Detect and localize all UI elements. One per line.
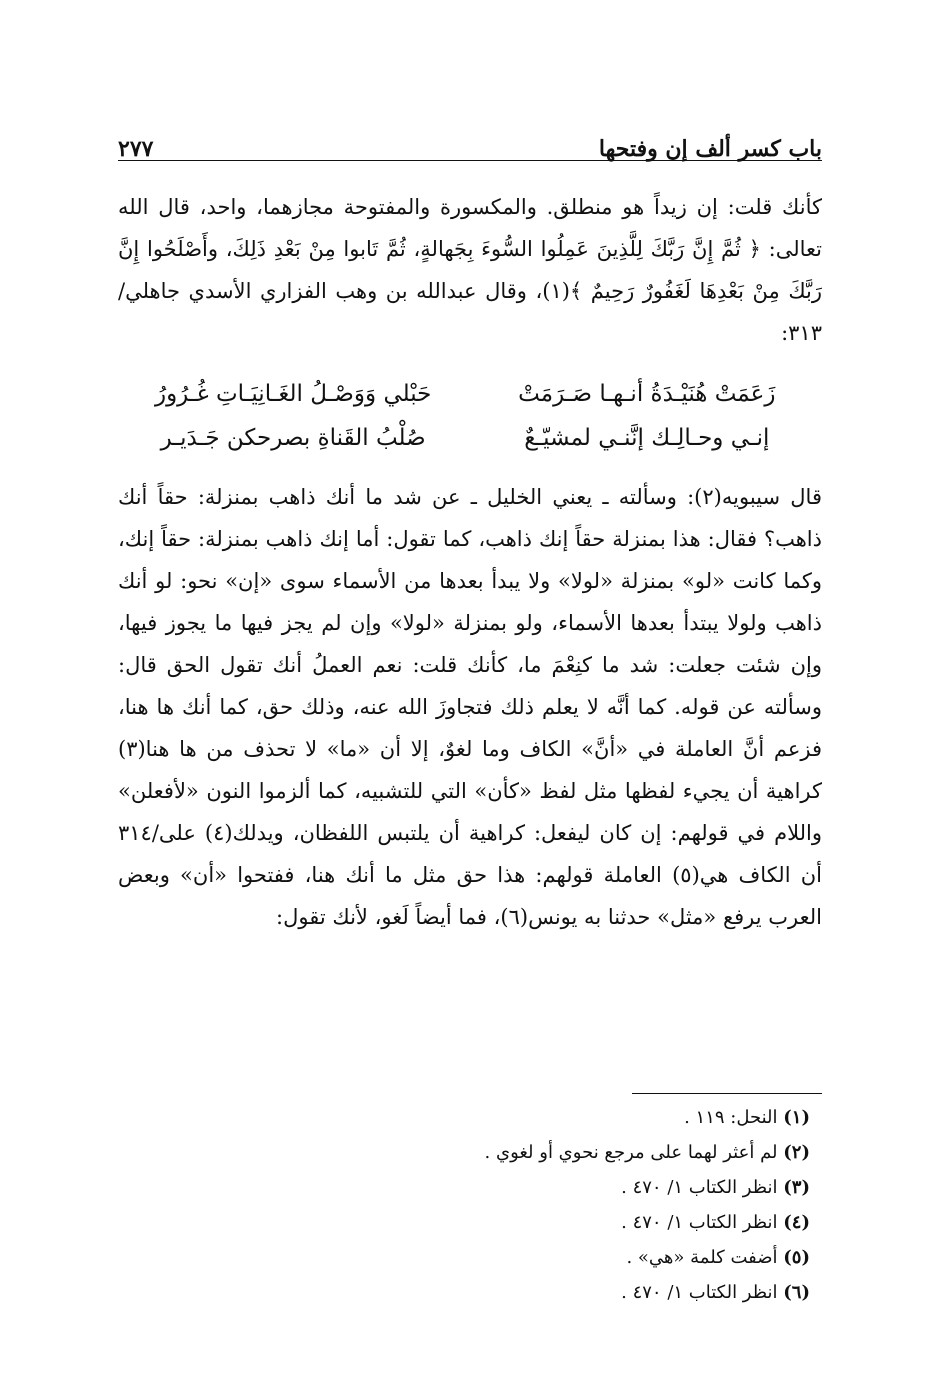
footnotes — [118, 1100, 810, 1310]
footnote-1-text: النحل: ١١٩ . — [684, 1107, 778, 1128]
paragraph-1-text: كأنك قلت: إن زيداً هو منطلق. والمكسورة والمفتوحة مجازهما، واحد، قال الله تعالى: ﴿ ثُمَّ إِنَّ رَبَّكَ لِلَّذِينَ عَمِلُوا السُّوءَ بِجَهالةٍ، ثُمَّ تَابوا مِنْ بَعْدِ ذَلِكَ، وأَصْلَحُوا إِنَّ رَبَّكَ مِنْ بَعْدِهَا لَغَفُورٌ رَحِيمٌ ﴾(١)، وقال عبدالله بن وهب الفزاري الأسدي جاهلي/٣١٣: — [118, 195, 823, 345]
footnote-4-text: انظر الكتاب ١/ ٤٧٠ . — [621, 1212, 778, 1233]
footnote-5 — [118, 1240, 810, 1275]
poem-line-2-second-hemistich: صُلْبُ القَناةِ بصرحكن جَـدَيـر — [160, 425, 426, 451]
footnote-3-text: انظر الكتاب ١/ ٤٧٠ . — [621, 1177, 778, 1198]
footnote-6-text: انظر الكتاب ١/ ٤٧٠ . — [621, 1282, 778, 1303]
footnote-6 — [118, 1275, 810, 1310]
footnote-1 — [118, 1100, 810, 1135]
footnote-5-text: أضفت كلمة «هي» . — [626, 1247, 778, 1268]
footnote-rule — [632, 1093, 822, 1094]
footnote-3 — [118, 1170, 810, 1205]
footnote-6-number: (٦) — [783, 1282, 810, 1303]
paragraph-1 — [118, 186, 822, 354]
poem-line-2-first-hemistich: إنـي وحـالِـك إنَّنـي لمشيّـعٌ — [524, 425, 770, 451]
page-header — [118, 122, 822, 162]
footnote-3-number: (٣) — [783, 1177, 810, 1198]
running-title: باب كسر ألف إن وفتحها — [598, 136, 822, 162]
poem-line-1 — [118, 372, 822, 416]
footnote-5-number: (٥) — [783, 1247, 810, 1268]
footnote-2 — [118, 1135, 810, 1170]
footnote-2-number: (٢) — [783, 1142, 810, 1163]
poem-line-2 — [118, 416, 822, 460]
footnote-4 — [118, 1205, 810, 1240]
footnote-1-number: (١) — [783, 1107, 810, 1128]
header-rule — [118, 160, 822, 161]
poem-line-1-first-hemistich: زَعَمَتْ هُنَيْـدَةُ أنـهـا صَـرَمَتْ — [518, 381, 776, 407]
paragraph-2 — [118, 476, 822, 938]
page-number: ٢٧٧ — [118, 136, 154, 162]
paragraph-2-text: قال سيبويه(٢): وسألته ـ يعني الخليل ـ عن شد ما أنك ذاهب بمنزلة: حقاً أنك ذاهب؟ فقال: هذا بمنزلة حقاً إنك ذاهب، كما تقول: أما إنك ذاهب بمنزلة: حقاً إنك، وكما كانت «لو» بمنزلة «لولا» ولا يبدأ بعدها من الأسماء سوى «إن» نحو: لو أنك ذاهب ولولا يبتدأ بعدها الأسماء، ولو بمنزلة «لولا» وإن لم يجز فيها ما يجوز فيها، وإن شئت جعلت: شد ما كنِعْمَ ما، كأنك قلت: نعم العملُ أنك تقول الحق قال: وسألته عن قوله. كما أنَّه لا يعلم ذلك فتجاوزَ الله عنه، وذلك حق، كما أنك ها هنا، فزعم أنَّ العاملة في «أنَّ» الكاف وما لغوٌ، إلا أن «ما» لا تحذف من ها هنا(٣) كراهية أن يجيء لفظها مثل لفظ «كأن» التي للتشبيه، كما ألزموا النون «لأفعلن» واللام في قولهم: إن كان ليفعل: كراهية أن يلتبس اللفظان، ويدلك(٤) على/٣١٤ أن الكاف هي(٥) العاملة قولهم: هذا حق مثل ما أنك هنا، ففتحوا «أن» وبعض العرب يرفع «مثل» حدثنا به يونس(٦)، فما أيضاً لَغو، لأنك تقول: — [118, 485, 823, 929]
poem-line-1-second-hemistich: حَبْلي وَوَصْـلُ الغَـانِيَـاتِ غُـرُورُ — [154, 381, 432, 407]
footnote-4-number: (٤) — [783, 1212, 810, 1233]
poem — [118, 372, 822, 460]
footnote-2-text: لم أعثر لهما على مرجع نحوي أو لغوي . — [484, 1142, 778, 1163]
